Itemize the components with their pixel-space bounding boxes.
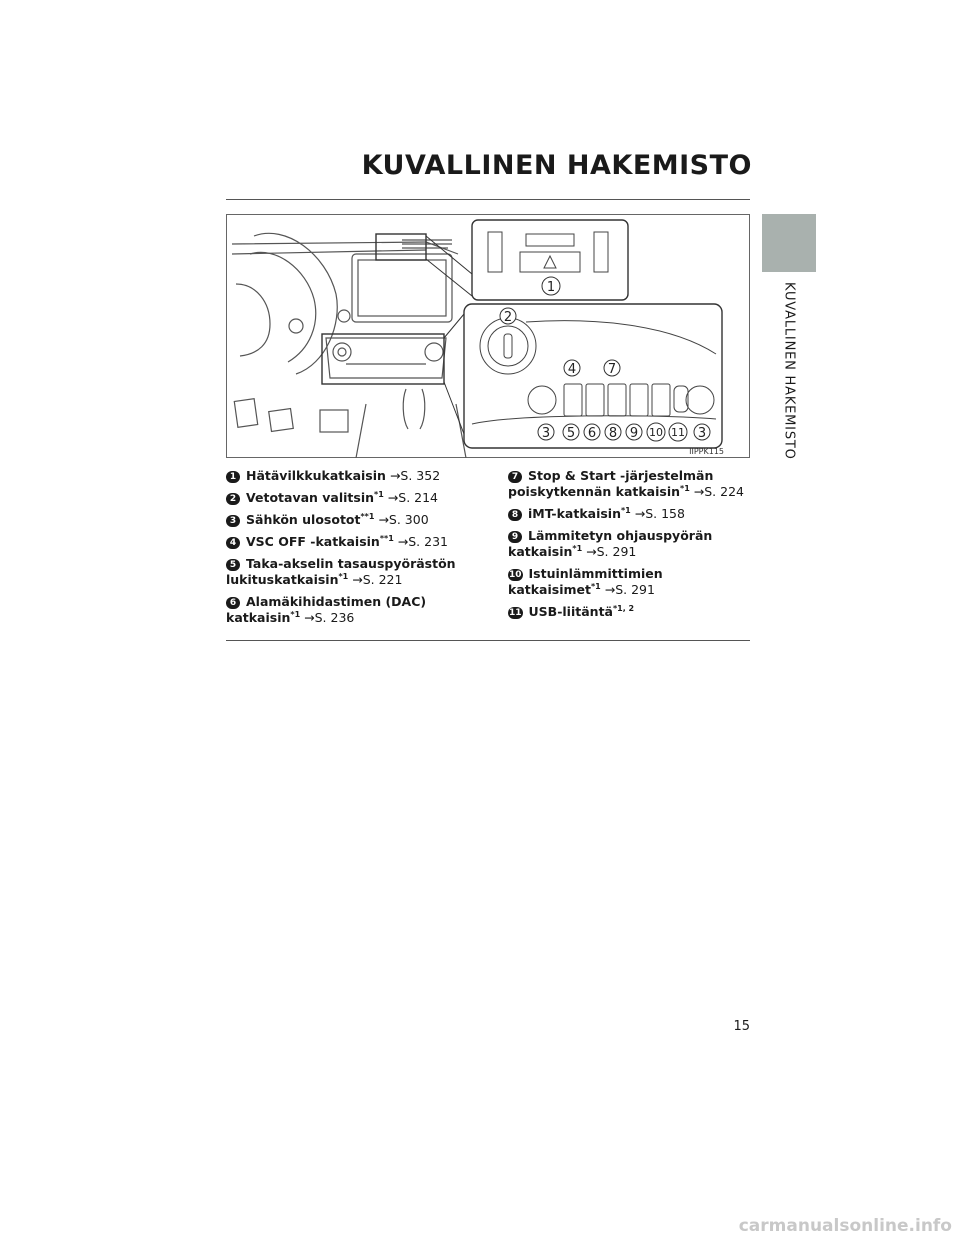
legend-item-footnote: *1 [680,483,690,493]
callout-9: 9 [629,426,639,441]
legend-item [508,506,754,522]
legend-item-page-ref[interactable]: →S. 214 [387,490,438,505]
legend-item [226,490,476,506]
legend-item-page-ref[interactable]: →S. 300 [378,512,429,527]
section-tab [762,214,816,272]
header-rule [226,199,750,200]
callout-5: 5 [566,426,576,441]
legend-item-number: 5 [226,559,240,571]
legend-item-label: Istuinlämmittimien katkaisimet [508,566,663,597]
legend-item-label: Alamäkihidastimen (DAC) katkaisin [226,594,427,625]
legend-item-page-ref[interactable]: →S. 221 [352,572,403,587]
legend-item [508,566,754,598]
legend-item-page-ref[interactable]: →S. 291 [586,544,637,559]
section-label [762,282,816,462]
legend-item [508,528,754,560]
legend-item-label: Sähkön ulosotot [246,512,361,527]
legend-item-number: 3 [226,515,240,527]
footer-rule [226,640,750,641]
legend-item-number: 7 [508,471,522,483]
legend-item-footnote: **1 [379,533,394,543]
legend-item-label: VSC OFF -katkaisin [246,534,380,549]
figure-code: IIPPK115 [689,447,724,456]
legend-item-label: USB-liitäntä [528,604,613,619]
legend-item-footnote: **1 [360,511,375,521]
legend-item-page-ref[interactable]: →S. 291 [604,582,655,597]
legend-item-page-ref[interactable]: →S. 231 [397,534,448,549]
callout-4: 4 [567,362,577,377]
callout-2: 2 [503,310,513,325]
legend-item-footnote: *1 [374,489,384,499]
legend-item-number: 9 [508,531,522,543]
legend-item-label: Taka-akselin tasauspyörästön lukituskatkaisin [226,556,456,587]
legend-item-footnote: *1, 2 [612,603,635,613]
legend-item-footnote: *1 [590,581,601,591]
section-label-text: KUVALLINEN HAKEMISTO [781,282,797,460]
callout-11: 11 [671,426,685,439]
legend-item-label: Stop & Start -järjestelmän poiskytkennän katkaisin [508,468,714,499]
callout-10: 10 [649,426,663,439]
watermark: carmanualsonline.info [738,1216,952,1236]
callout-7: 7 [607,362,617,377]
legend-item-label: Vetotavan valitsin [246,490,375,505]
callout-8: 8 [608,426,618,441]
callout-3: 3 [541,426,551,441]
item-list-right [508,468,754,626]
legend-item [508,604,754,620]
legend-item-number: 8 [508,509,522,521]
legend-item [508,468,754,500]
legend-item [226,468,476,484]
legend-item-page-ref[interactable]: →S. 158 [634,506,685,521]
legend-item-label: Lämmitetyn ohjauspyörän katkaisin [508,528,713,559]
legend-item [226,534,476,550]
dashboard-illustration [226,214,750,458]
legend-item-number: 2 [226,493,240,505]
item-list-left [226,468,476,632]
legend-item-label: Hätävilkkukatkaisin [246,468,386,483]
legend-item-footnote: *1 [572,543,583,553]
callout-3-right: 3 [697,426,707,441]
legend-item-footnote: *1 [290,609,301,619]
legend-item-footnote: *1 [338,571,349,581]
legend-item [226,556,476,588]
legend-item-page-ref[interactable]: →S. 224 [693,484,744,499]
legend-item [226,512,476,528]
legend-item-footnote: *1 [620,505,631,515]
legend-item-number: 6 [226,597,240,609]
legend-item-number: 10 [509,570,522,580]
legend-item-number: 11 [509,608,522,618]
callout-6: 6 [587,426,597,441]
page-title: KUVALLINEN HAKEMISTO [361,150,752,181]
page-number: 15 [733,1019,750,1034]
legend-item-number: 4 [226,537,240,549]
legend-item-label: iMT-katkaisin [528,506,621,521]
legend-item-page-ref[interactable]: →S. 236 [304,610,355,625]
legend-item-number: 1 [226,471,240,483]
legend-item-page-ref[interactable]: →S. 352 [389,468,441,483]
legend-item [226,594,476,626]
callout-1: 1 [546,280,556,295]
